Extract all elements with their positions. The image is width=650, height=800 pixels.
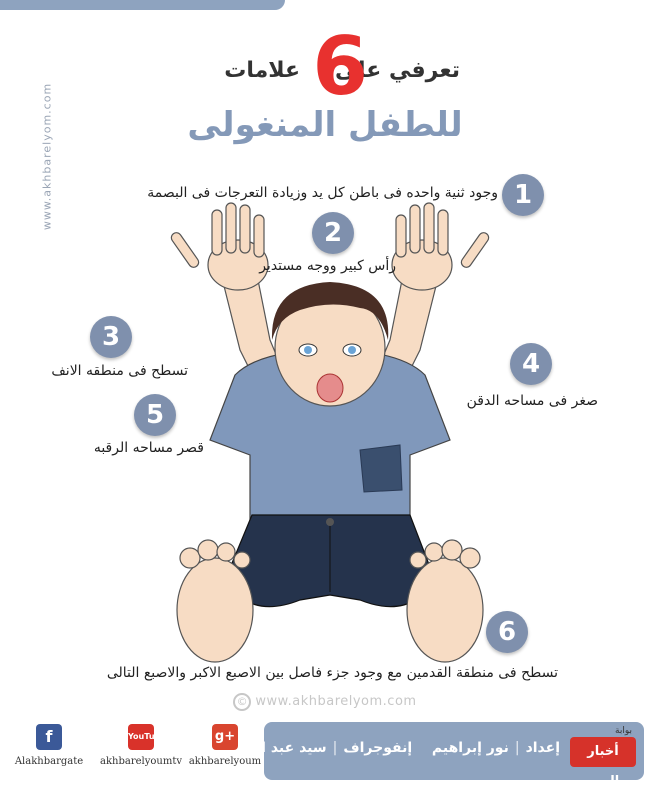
graphic-name: سيد عبد الله — [241, 740, 327, 756]
right-hand — [392, 203, 491, 290]
logo-small-text: بوابة — [615, 726, 632, 736]
sign-text-4: صغر فى مساحه الدقن — [466, 393, 598, 409]
side-url — [32, 70, 54, 250]
social-facebook[interactable] — [4, 724, 94, 767]
sign-text-6: تسطح فى منطقة القدمين مع وجود جزء فاصل بين الاصبع الاكبر والاصبع التالى — [106, 665, 558, 681]
youtube-icon: YouTube — [128, 724, 154, 750]
sign-badge-5: 5 — [134, 394, 176, 436]
watermark — [0, 693, 650, 711]
title-number: 6 — [312, 20, 368, 113]
sign-badge-2: 2 — [312, 212, 354, 254]
facebook-icon: f — [36, 724, 62, 750]
graphic-label: إنفوجراف — [343, 740, 413, 756]
watermark-text: www.akhbarelyom.com — [255, 694, 417, 709]
left-hand — [169, 203, 268, 290]
side-url-text: www.akhbarelyom.com — [40, 82, 54, 231]
logo-main-text: أخبار اليوم — [570, 737, 636, 767]
sign-badge-3: 3 — [90, 316, 132, 358]
social-googleplus-label: akhbarelyoum — [188, 756, 262, 767]
sign-badge-1: 1 — [502, 174, 544, 216]
credits-text: إعداد|نور إبراهيم إنفوجراف|سيد عبد الله — [241, 740, 560, 756]
child-head — [272, 282, 388, 406]
right-foot — [407, 540, 483, 662]
social-youtube-label: akhbarelyoumtv — [100, 756, 182, 767]
social-facebook-label: Alakhbargate — [14, 756, 84, 767]
copyright-icon: © — [233, 693, 251, 711]
googleplus-icon: g+ — [212, 724, 238, 750]
footer — [0, 722, 650, 789]
sign-text-5: قصر مساحه الرقبه — [93, 440, 204, 456]
sign-text-1: وجود ثنية واحده فى باطن كل يد وزيادة التعرجات فى البصمة — [147, 185, 498, 201]
subtitle: للطفل المنغولى — [187, 105, 463, 145]
title-left: علامات — [224, 58, 300, 83]
title-right: تعرفي على — [335, 58, 460, 83]
prep-name: نور إبراهيم — [431, 740, 509, 756]
prep-label: إعداد — [525, 740, 560, 756]
credits-band — [241, 722, 644, 789]
sign-text-3: تسطح فى منطقه الانف — [51, 363, 188, 379]
left-foot — [177, 540, 253, 662]
sign-badge-4: 4 — [510, 343, 552, 385]
sign-text-2: رأس كبير ووجه مستدير — [259, 258, 396, 274]
sign-badge-6: 6 — [486, 611, 528, 653]
top-decor-bar — [0, 0, 285, 10]
site-logo — [566, 726, 636, 789]
